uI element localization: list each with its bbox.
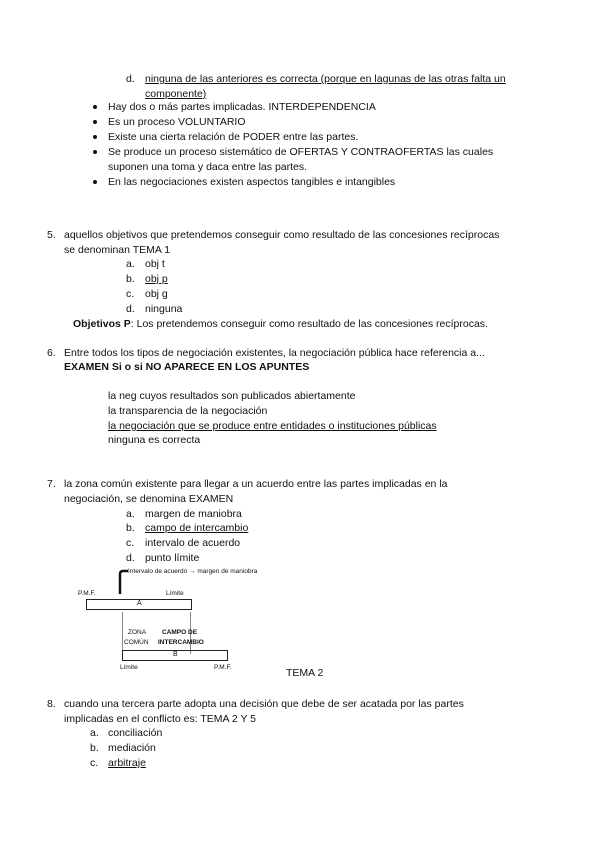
option-text: la neg cuyos resultados son publicados abiertamente	[108, 390, 356, 402]
option-text-answer: la negociación que se produce entre entidades o instituciones públicas	[108, 420, 437, 432]
diagram-arrow-icon	[76, 566, 282, 680]
question-text: cuando una tercera parte adopta una decisión que debe de ser acatada por las partes	[64, 698, 464, 710]
bar-a-label: A	[137, 600, 142, 607]
option-text: intervalo de acuerdo	[145, 537, 241, 549]
diagram-campo: CAMPO DE	[162, 629, 198, 636]
option-text: conciliación	[108, 727, 163, 739]
option-marker: b.	[90, 742, 99, 754]
question-text: la zona común existente para llegar a un acuerdo entre las partes implicadas en la	[64, 478, 448, 490]
option-text: mediación	[108, 742, 156, 754]
note-text: : Los pretendemos conseguir como resultado de las concesiones recíprocas.	[130, 318, 488, 330]
option-marker: d.	[126, 303, 135, 315]
question-remark: EXAMEN Si o si NO APARECE EN LOS APUNTES	[64, 361, 310, 373]
question-number: 5.	[47, 229, 56, 241]
bar-a	[86, 599, 192, 610]
option-text: obj t	[145, 258, 165, 270]
note-label: Objetivos P	[73, 318, 131, 330]
diagram-intercambio: INTERCAMBIO	[158, 639, 204, 646]
option-text: punto límite	[145, 552, 200, 564]
question-number: 6.	[47, 347, 56, 359]
question-text-continued: se denominan TEMA 1	[64, 244, 171, 256]
negotiation-diagram	[76, 566, 282, 680]
bullet-icon	[93, 150, 97, 154]
option-text: ninguna es correcta	[108, 434, 201, 446]
question-text: Entre todos los tipos de negociación existentes, la negociación pública hace referencia a...	[64, 347, 485, 359]
diagram-limite-top: Límite	[166, 590, 184, 597]
option-text: ninguna	[145, 303, 183, 315]
bullet-item: Se produce un proceso sistemático de OFERTAS Y CONTRAOFERTAS las cuales	[108, 146, 494, 158]
bullet-item-continued: suponen una toma y daca entre las partes.	[108, 161, 308, 173]
bullet-item: En las negociaciones existen aspectos tangibles e intangibles	[108, 176, 396, 188]
diagram-pmf-top: P.M.F.	[78, 590, 96, 597]
diagram-zona: ZONA	[128, 629, 147, 636]
bullet-icon	[93, 105, 97, 109]
tema-label: TEMA 2	[286, 667, 324, 679]
option-marker: d.	[126, 552, 135, 564]
option-text: la transparencia de la negociación	[108, 405, 268, 417]
option-text: obj g	[145, 288, 168, 300]
question-number: 8.	[47, 698, 56, 710]
option-marker: c.	[126, 288, 135, 300]
question-text: aquellos objetivos que pretendemos conseguir como resultado de las concesiones recíprocas	[64, 229, 500, 241]
bar-b-label: B	[173, 651, 178, 658]
diagram-limite-bottom: Límite	[120, 664, 138, 671]
bullet-item: Hay dos o más partes implicadas. INTERDEPENDENCIA	[108, 101, 376, 113]
option-text-answer: campo de intercambio	[145, 522, 249, 534]
bar-b	[122, 650, 228, 661]
option-text: margen de maniobra	[145, 508, 242, 520]
option-marker: b.	[126, 273, 135, 285]
note	[73, 317, 488, 331]
bullet-item: Es un proceso VOLUNTARIO	[108, 116, 246, 128]
question-text-continued: negociación, se denomina EXAMEN	[64, 493, 234, 505]
diagram-top-label: Intervalo de acuerdo → margen de maniobra	[128, 568, 258, 575]
bullet-icon	[93, 120, 97, 124]
option-marker: a.	[126, 258, 135, 270]
option-marker: c.	[126, 537, 135, 549]
option-text-continued: componente)	[145, 88, 207, 100]
bullet-icon	[93, 180, 97, 184]
divider	[122, 612, 123, 654]
bullet-icon	[93, 135, 97, 139]
option-marker: b.	[126, 522, 135, 534]
option-text: ninguna de las anteriores es correcta (porque en lagunas de las otras falta un	[145, 73, 506, 85]
question-text-continued: implicadas en el conflicto es: TEMA 2 Y 5	[64, 713, 257, 725]
option-marker: c.	[90, 757, 99, 769]
option-marker: a.	[126, 508, 135, 520]
bullet-item: Existe una cierta relación de PODER entre las partes.	[108, 131, 359, 143]
option-marker: d.	[126, 73, 135, 85]
diagram-comun: COMÚN	[124, 639, 149, 646]
option-text-answer: obj p	[145, 273, 168, 285]
option-marker: a.	[90, 727, 99, 739]
question-number: 7.	[47, 478, 56, 490]
diagram-pmf-bottom: P.M.F.	[214, 664, 232, 671]
option-text-answer: arbitraje	[108, 757, 146, 769]
